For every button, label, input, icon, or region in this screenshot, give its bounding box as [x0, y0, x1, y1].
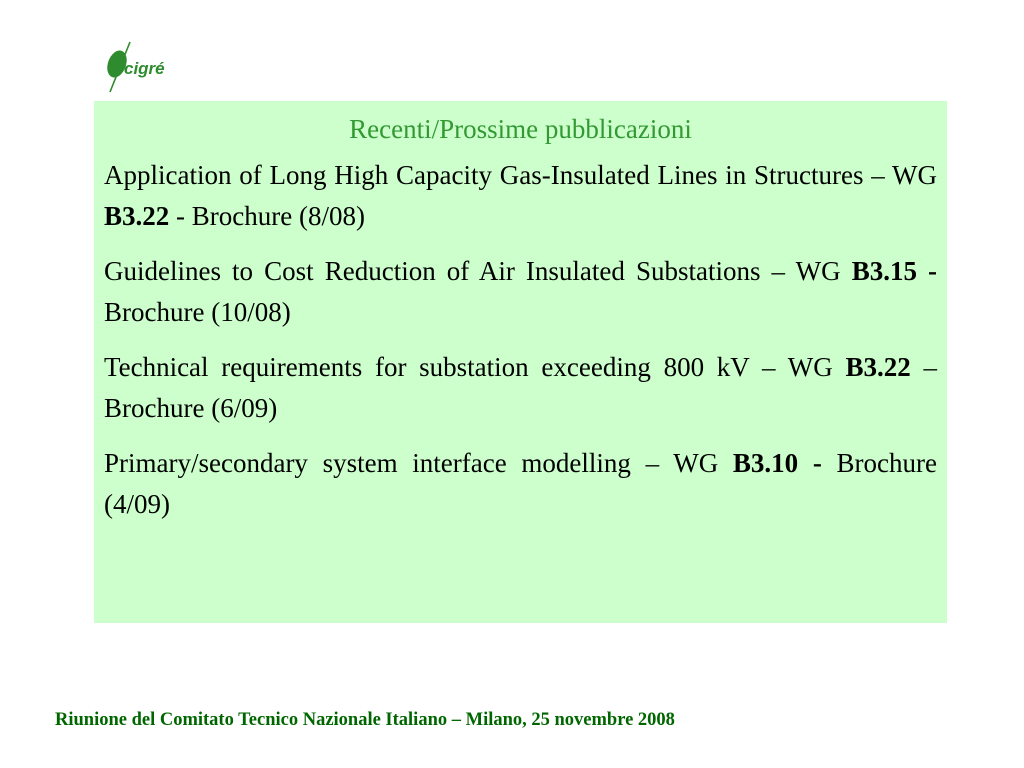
- cigre-leaf-logo-icon: [100, 40, 180, 96]
- publication-item: Technical requirements for substation exceeding 800 kV – WG B3.22 –Brochure (6/09): [104, 352, 938, 423]
- logo-wordmark: cigré: [124, 59, 165, 78]
- box-title: Recenti/Prossime pubblicazioni: [349, 114, 692, 144]
- wg-code: B3.15 -: [851, 256, 938, 286]
- cigre-logo: [100, 40, 180, 96]
- wg-code: B3.10 -: [732, 448, 822, 478]
- footer-text: Riunione del Comitato Tecnico Nazionale Italiano – Milano, 25 novembre 2008: [55, 710, 675, 730]
- publication-item: Application of Long High Capacity Gas-Insulated Lines in Structures – WG B3.22 - Brochure (8/08): [104, 160, 937, 231]
- publication-item: Primary/secondary system interface modelling – WG B3.10 - Brochure (4/09): [104, 448, 937, 519]
- publication-item: Guidelines to Cost Reduction of Air Insulated Substations – WG B3.15 - Brochure (10/08): [104, 256, 938, 327]
- wg-code: B3.22: [845, 352, 911, 382]
- publications-box: [94, 101, 947, 623]
- wg-code: B3.22: [104, 201, 170, 231]
